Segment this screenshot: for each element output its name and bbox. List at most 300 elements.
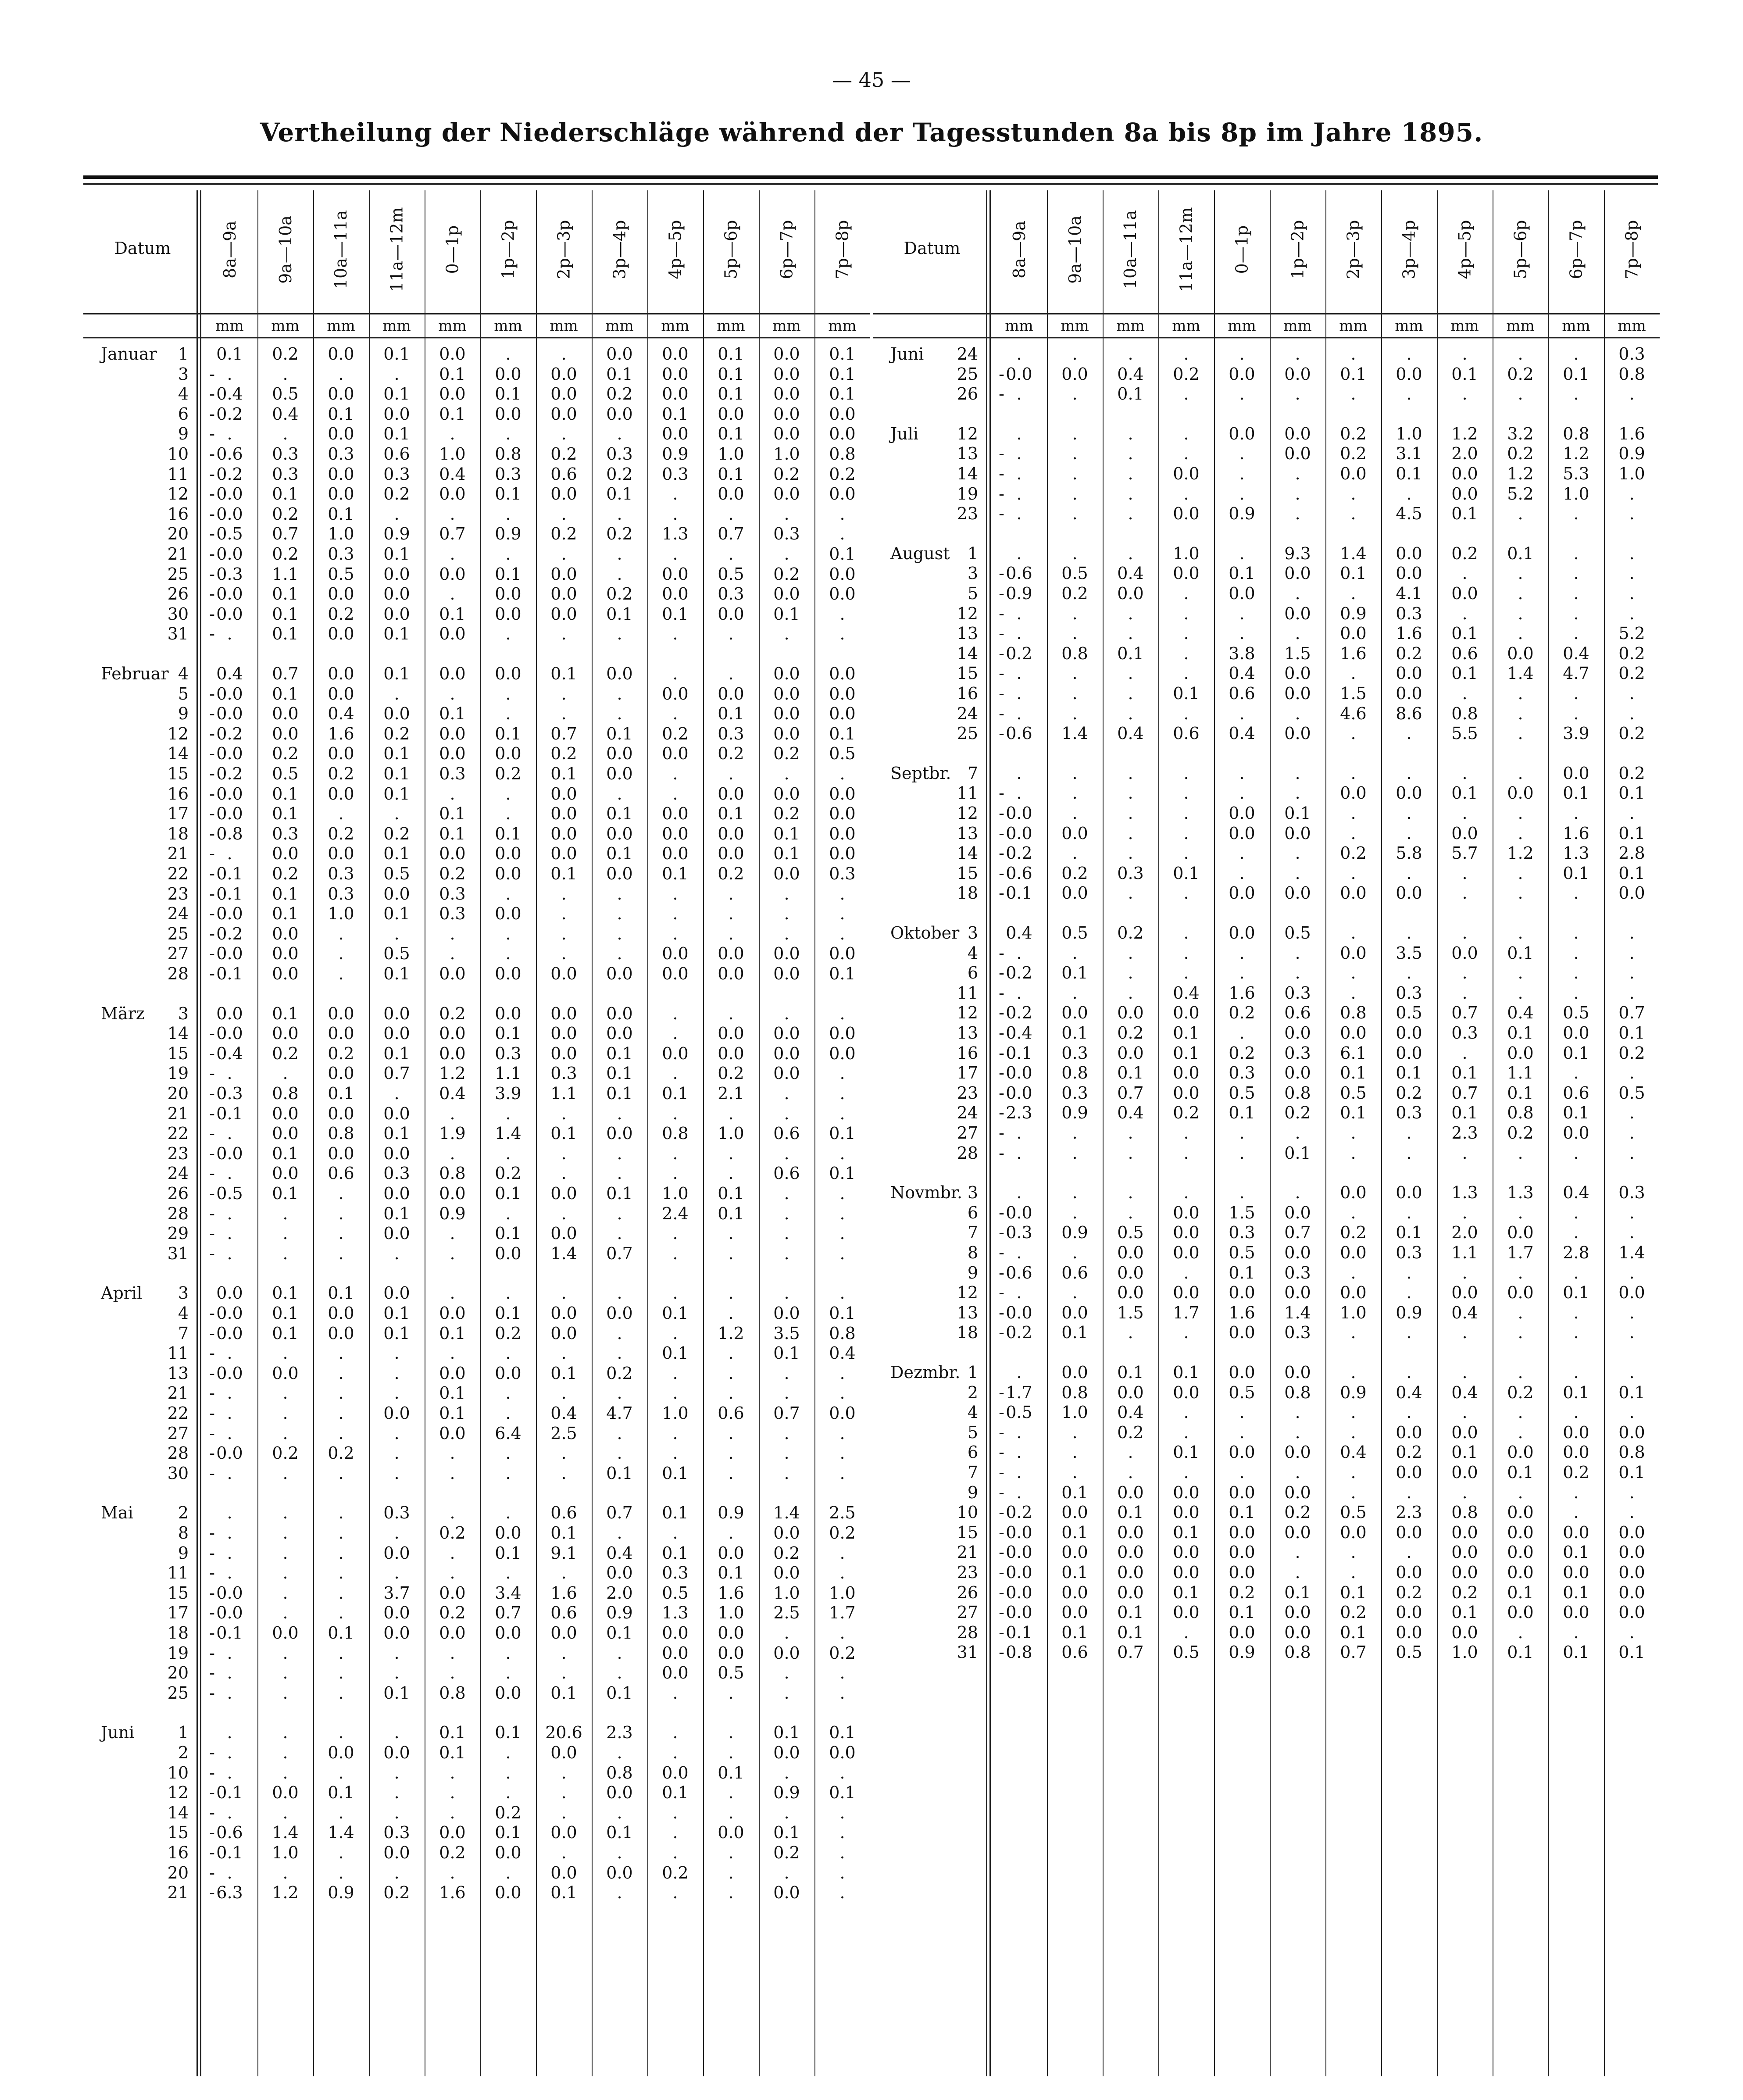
row-value: . bbox=[1295, 1422, 1300, 1442]
table-row bbox=[873, 364, 1660, 384]
row-month: - bbox=[209, 804, 215, 824]
row-value: . bbox=[1295, 384, 1300, 404]
row-value: 0.2 bbox=[1229, 1582, 1255, 1602]
row-value: . bbox=[338, 1463, 344, 1483]
row-value: . bbox=[672, 1024, 678, 1043]
table-row bbox=[873, 1642, 1660, 1662]
row-value: . bbox=[728, 1863, 734, 1882]
row-value: . bbox=[1573, 1263, 1579, 1282]
column-header-label: 7p—8p bbox=[832, 220, 852, 279]
row-value: . bbox=[1573, 1143, 1579, 1163]
row-value: 0.1 bbox=[773, 1343, 800, 1363]
row-value: . bbox=[1128, 504, 1133, 524]
row-value: 0.0 bbox=[383, 1143, 410, 1163]
row-value: . bbox=[338, 804, 344, 824]
row-value: . bbox=[1239, 1023, 1245, 1043]
unit-label: mm bbox=[605, 317, 634, 335]
row-month: - bbox=[209, 1683, 215, 1703]
row-value: . bbox=[450, 1283, 455, 1303]
row-value: 0.3 bbox=[1117, 863, 1144, 883]
row-value: . bbox=[1183, 1622, 1189, 1642]
row-value: 0.1 bbox=[662, 1463, 689, 1483]
row-value: 0.1 bbox=[1396, 464, 1422, 483]
row-value: . bbox=[338, 1643, 344, 1663]
row-value: . bbox=[1573, 604, 1579, 623]
table-row bbox=[83, 1563, 870, 1583]
column-header bbox=[759, 190, 814, 309]
row-value: . bbox=[617, 924, 622, 943]
row-value: 0.8 bbox=[1618, 364, 1645, 384]
row-value: . bbox=[1295, 624, 1300, 643]
row-value: . bbox=[450, 1143, 455, 1163]
row-month: - bbox=[999, 1263, 1004, 1282]
row-value: . bbox=[728, 1004, 734, 1023]
row-value: 0.2 bbox=[216, 764, 243, 783]
row-value: 0.0 bbox=[773, 704, 800, 724]
row-month: Juni bbox=[101, 1723, 135, 1743]
row-value: . bbox=[1295, 1123, 1300, 1143]
row-value: 0.2 bbox=[1006, 643, 1032, 663]
row-value: 0.0 bbox=[1396, 1563, 1422, 1582]
table-row bbox=[83, 1743, 870, 1763]
row-value: . bbox=[617, 904, 622, 924]
row-value: 5.8 bbox=[1396, 843, 1422, 863]
row-day: 13 bbox=[167, 1363, 189, 1383]
unit-row bbox=[83, 313, 870, 339]
row-value: . bbox=[505, 344, 511, 364]
row-value: 0.1 bbox=[550, 864, 577, 883]
row-value: . bbox=[1573, 943, 1579, 963]
column-header bbox=[1548, 190, 1604, 309]
row-value: 0.1 bbox=[1507, 543, 1534, 563]
row-value: 0.0 bbox=[773, 1024, 800, 1043]
row-value: 1.5 bbox=[1340, 684, 1367, 703]
row-value: . bbox=[282, 1683, 288, 1703]
row-value: . bbox=[617, 884, 622, 904]
row-day: 28 bbox=[957, 1622, 978, 1642]
row-value: . bbox=[1629, 1123, 1635, 1143]
row-value: . bbox=[617, 564, 622, 584]
row-value: . bbox=[839, 1883, 845, 1903]
row-value: . bbox=[784, 1863, 789, 1882]
row-value: . bbox=[1016, 444, 1022, 464]
row-value: 0.9 bbox=[1061, 1223, 1088, 1243]
row-value: 0.7 bbox=[1117, 1083, 1144, 1103]
table-row bbox=[83, 1283, 870, 1303]
row-value: 0.0 bbox=[1451, 584, 1478, 603]
row-value: . bbox=[1128, 1443, 1133, 1462]
row-value: 0.1 bbox=[550, 1523, 577, 1543]
row-value: 0.0 bbox=[383, 1283, 410, 1303]
row-value: 0.0 bbox=[1507, 1223, 1534, 1243]
row-value: . bbox=[1573, 684, 1579, 703]
row-value: 3.4 bbox=[495, 1583, 521, 1603]
row-value: . bbox=[839, 1543, 845, 1563]
row-value: 0.3 bbox=[1284, 983, 1311, 1003]
table-row bbox=[83, 1383, 870, 1403]
table-row bbox=[83, 1083, 870, 1104]
table-row bbox=[83, 604, 870, 624]
row-value: 0.1 bbox=[662, 1783, 689, 1803]
row-value: . bbox=[450, 1803, 455, 1822]
row-month: - bbox=[209, 1323, 215, 1343]
row-value: 0.1 bbox=[606, 1064, 633, 1083]
row-value: 0.0 bbox=[216, 744, 243, 764]
row-value: 0.0 bbox=[718, 824, 744, 843]
unit-label: mm bbox=[494, 317, 522, 335]
row-value: . bbox=[1518, 983, 1523, 1003]
row-month: - bbox=[999, 1203, 1004, 1222]
row-value: . bbox=[1629, 1323, 1635, 1343]
row-value: . bbox=[282, 1743, 288, 1762]
row-value: 0.1 bbox=[606, 484, 633, 504]
row-value: 0.0 bbox=[1173, 1603, 1200, 1622]
row-value: 0.2 bbox=[383, 824, 410, 843]
row-value: 0.0 bbox=[495, 1363, 521, 1383]
row-value: 0.0 bbox=[1396, 1622, 1422, 1642]
row-value: 1.0 bbox=[773, 1583, 800, 1603]
row-value: . bbox=[617, 1663, 622, 1683]
table-row bbox=[83, 1023, 870, 1043]
table-row bbox=[873, 1282, 1660, 1303]
row-value: 5.2 bbox=[1507, 484, 1534, 504]
row-day: 15 bbox=[167, 1043, 189, 1063]
row-value: . bbox=[1239, 604, 1245, 623]
row-value: . bbox=[338, 924, 344, 943]
table-row bbox=[873, 583, 1660, 604]
row-month: - bbox=[999, 464, 1004, 483]
row-value: 0.0 bbox=[550, 384, 577, 404]
row-value: 0.0 bbox=[718, 1043, 744, 1063]
row-value: 0.3 bbox=[439, 904, 466, 924]
row-value: . bbox=[1016, 684, 1022, 703]
table-row bbox=[873, 1203, 1660, 1223]
row-value: 0.0 bbox=[1284, 1603, 1311, 1622]
row-value: 0.0 bbox=[216, 1304, 243, 1323]
row-value: 0.2 bbox=[1340, 1223, 1367, 1243]
row-value: 0.0 bbox=[1396, 883, 1422, 903]
row-value: 0.9 bbox=[718, 1503, 744, 1523]
row-value: 0.0 bbox=[1173, 1503, 1200, 1522]
row-value: . bbox=[450, 1343, 455, 1363]
row-value: 0.1 bbox=[495, 564, 521, 584]
unit-label: mm bbox=[772, 317, 801, 335]
row-month: - bbox=[999, 1243, 1004, 1262]
row-value: . bbox=[1518, 1303, 1523, 1322]
table-row bbox=[83, 1043, 870, 1064]
row-value: . bbox=[227, 1523, 232, 1543]
row-value: 0.1 bbox=[662, 404, 689, 424]
unit-label: mm bbox=[1339, 317, 1368, 335]
row-value: 0.2 bbox=[328, 604, 354, 624]
table-row bbox=[83, 1303, 870, 1323]
column-header bbox=[1270, 190, 1325, 309]
row-month: - bbox=[209, 1064, 215, 1083]
row-value: 0.5 bbox=[1284, 923, 1311, 943]
row-value: . bbox=[1518, 1263, 1523, 1282]
row-value: 0.1 bbox=[383, 744, 410, 764]
row-value: 0.1 bbox=[272, 1184, 299, 1203]
row-value: 0.1 bbox=[829, 1783, 856, 1803]
table-row bbox=[873, 344, 1660, 364]
row-month: - bbox=[209, 884, 215, 904]
row-value: 0.0 bbox=[1006, 804, 1032, 823]
row-value: . bbox=[1518, 1422, 1523, 1442]
row-value: 0.6 bbox=[1451, 643, 1478, 663]
row-value: . bbox=[1350, 1123, 1356, 1143]
row-value: 0.0 bbox=[1284, 424, 1311, 443]
row-value: . bbox=[784, 1184, 789, 1203]
row-value: . bbox=[839, 904, 845, 924]
row-month: - bbox=[999, 1463, 1004, 1482]
row-value: 0.1 bbox=[1173, 1023, 1200, 1043]
row-value: 0.0 bbox=[1284, 883, 1311, 903]
table-row bbox=[873, 1103, 1660, 1123]
row-value: . bbox=[1518, 883, 1523, 903]
row-month: - bbox=[999, 1563, 1004, 1582]
row-value: . bbox=[338, 1523, 344, 1543]
row-value: 1.6 bbox=[1229, 1303, 1255, 1322]
row-value: 0.1 bbox=[272, 604, 299, 624]
row-value: 0.0 bbox=[662, 844, 689, 864]
row-value: . bbox=[1406, 724, 1412, 743]
table-row bbox=[83, 1183, 870, 1204]
row-value: 0.1 bbox=[1340, 364, 1367, 384]
row-value: . bbox=[227, 1383, 232, 1403]
table-row bbox=[83, 1443, 870, 1463]
row-value: 0.0 bbox=[550, 1623, 577, 1643]
row-value: 0.1 bbox=[1173, 1582, 1200, 1602]
row-month: - bbox=[999, 1643, 1004, 1662]
row-day: 23 bbox=[957, 1083, 978, 1103]
row-value: . bbox=[338, 1363, 344, 1383]
row-month: - bbox=[209, 1084, 215, 1103]
row-value: 0.0 bbox=[495, 364, 521, 384]
row-value: 0.0 bbox=[383, 564, 410, 584]
row-value: 0.0 bbox=[718, 784, 744, 804]
row-value: 0.0 bbox=[773, 484, 800, 504]
row-value: . bbox=[450, 1783, 455, 1803]
row-value: . bbox=[1573, 1622, 1579, 1642]
row-month: - bbox=[209, 524, 215, 544]
row-value: 0.0 bbox=[829, 824, 856, 843]
row-value: 0.0 bbox=[550, 584, 577, 604]
row-value: 0.2 bbox=[718, 864, 744, 883]
row-month: - bbox=[209, 824, 215, 843]
row-value: . bbox=[450, 1463, 455, 1483]
row-value: . bbox=[394, 684, 400, 704]
row-value: 0.1 bbox=[216, 1104, 243, 1123]
row-value: 1.6 bbox=[550, 1583, 577, 1603]
row-value: . bbox=[561, 1763, 567, 1782]
row-value: 3.5 bbox=[1396, 943, 1422, 963]
unit-label: mm bbox=[1061, 317, 1089, 335]
row-value: 0.0 bbox=[1563, 1023, 1589, 1043]
row-value: . bbox=[1629, 1263, 1635, 1282]
row-value: 0.4 bbox=[606, 1543, 633, 1563]
row-value: 0.0 bbox=[328, 584, 354, 604]
row-value: 0.0 bbox=[1061, 1503, 1088, 1522]
row-value: . bbox=[617, 1224, 622, 1243]
row-month: - bbox=[209, 1443, 215, 1463]
row-value: 1.0 bbox=[1563, 484, 1589, 504]
row-value: 0.1 bbox=[1006, 883, 1032, 903]
row-value: 0.0 bbox=[1061, 1363, 1088, 1382]
row-month: - bbox=[999, 804, 1004, 823]
row-day: 6 bbox=[178, 404, 189, 424]
row-value: 0.3 bbox=[1396, 604, 1422, 623]
row-month: - bbox=[999, 1403, 1004, 1422]
row-value: 0.0 bbox=[1340, 624, 1367, 643]
row-value: 0.0 bbox=[1340, 1023, 1367, 1043]
row-value: . bbox=[1295, 484, 1300, 504]
row-value: 0.0 bbox=[1173, 1382, 1200, 1402]
row-month: - bbox=[209, 1623, 215, 1643]
table-row bbox=[873, 1362, 1660, 1382]
row-value: . bbox=[1573, 504, 1579, 524]
row-value: 2.3 bbox=[1451, 1123, 1478, 1143]
row-value: . bbox=[1239, 484, 1245, 504]
row-value: . bbox=[1629, 923, 1635, 943]
row-month: - bbox=[999, 724, 1004, 743]
row-month: - bbox=[209, 1583, 215, 1603]
row-value: . bbox=[282, 1523, 288, 1543]
row-value: 1.0 bbox=[328, 904, 354, 924]
row-value: . bbox=[1406, 863, 1412, 883]
row-value: . bbox=[450, 1104, 455, 1123]
row-value: . bbox=[1629, 1363, 1635, 1382]
unit-label: mm bbox=[327, 317, 355, 335]
row-value: . bbox=[1462, 1403, 1468, 1422]
table-row bbox=[873, 1502, 1660, 1522]
row-value: 0.8 bbox=[1284, 1083, 1311, 1103]
row-value: 0.7 bbox=[550, 724, 577, 743]
row-value: 2.3 bbox=[606, 1723, 633, 1743]
row-value: 0.3 bbox=[383, 464, 410, 484]
row-value: 0.5 bbox=[718, 564, 744, 584]
row-value: 0.0 bbox=[439, 1024, 466, 1043]
row-month: - bbox=[999, 704, 1004, 723]
row-month: - bbox=[209, 1343, 215, 1363]
row-value: 0.1 bbox=[1117, 1503, 1144, 1522]
row-value: . bbox=[1518, 1363, 1523, 1382]
row-value: 0.0 bbox=[1396, 1422, 1422, 1442]
row-value: 0.1 bbox=[1451, 1443, 1478, 1462]
column-header-label: 3p—4p bbox=[610, 220, 629, 279]
row-value: . bbox=[1183, 484, 1189, 504]
row-value: 0.1 bbox=[606, 724, 633, 743]
column-header-label: 6p—7p bbox=[1566, 220, 1586, 279]
row-value: 0.0 bbox=[216, 1004, 243, 1023]
row-day: 5 bbox=[967, 584, 978, 603]
row-value: 0.0 bbox=[829, 684, 856, 704]
table-row bbox=[83, 524, 870, 544]
row-value: 1.6 bbox=[1563, 823, 1589, 843]
row-value: 0.1 bbox=[1618, 1463, 1645, 1482]
row-value: 1.2 bbox=[718, 1323, 744, 1343]
row-value: 0.5 bbox=[1340, 1503, 1367, 1522]
row-value: 0.7 bbox=[773, 1404, 800, 1423]
row-value: . bbox=[1239, 704, 1245, 723]
row-day: 31 bbox=[167, 624, 189, 644]
row-value: . bbox=[1128, 704, 1133, 723]
row-month: - bbox=[209, 1204, 215, 1223]
row-value: . bbox=[1350, 724, 1356, 743]
row-value: 0.1 bbox=[439, 1404, 466, 1423]
row-value: 0.1 bbox=[328, 404, 354, 424]
row-value: 0.0 bbox=[1229, 1622, 1255, 1642]
unit-label: mm bbox=[1283, 317, 1312, 335]
row-value: 0.3 bbox=[1229, 1223, 1255, 1243]
row-value: . bbox=[839, 524, 845, 544]
row-value: . bbox=[1573, 564, 1579, 583]
row-value: 0.0 bbox=[1396, 1463, 1422, 1482]
row-value: . bbox=[394, 1863, 400, 1882]
row-value: . bbox=[1629, 584, 1635, 603]
row-value: 0.1 bbox=[550, 1124, 577, 1143]
row-value: 0.0 bbox=[383, 1404, 410, 1423]
row-value: 0.0 bbox=[1507, 1563, 1534, 1582]
row-value: 0.0 bbox=[1618, 883, 1645, 903]
row-value: 0.9 bbox=[1006, 584, 1032, 603]
row-value: 0.0 bbox=[829, 424, 856, 444]
row-month: - bbox=[999, 1143, 1004, 1163]
row-value: 0.0 bbox=[1006, 1063, 1032, 1083]
table-row bbox=[873, 1482, 1660, 1503]
row-value: . bbox=[1183, 1463, 1189, 1482]
row-day: 28 bbox=[167, 1443, 189, 1463]
row-value: . bbox=[227, 1803, 232, 1822]
row-value: . bbox=[561, 1204, 567, 1223]
row-value: . bbox=[505, 1743, 511, 1762]
column-header-label: 0—1p bbox=[1232, 225, 1252, 274]
row-value: . bbox=[1239, 444, 1245, 464]
row-value: 0.1 bbox=[1451, 1103, 1478, 1123]
row-value: 0.1 bbox=[439, 1383, 466, 1403]
row-value: 0.0 bbox=[495, 604, 521, 624]
row-value: 0.0 bbox=[550, 364, 577, 384]
row-value: 0.1 bbox=[1507, 1582, 1534, 1602]
row-month: Mai bbox=[101, 1503, 133, 1523]
row-value: 0.1 bbox=[216, 964, 243, 983]
row-month: - bbox=[999, 1382, 1004, 1402]
row-day: 19 bbox=[167, 1643, 189, 1663]
row-value: 1.3 bbox=[662, 1603, 689, 1623]
row-value: . bbox=[1518, 1622, 1523, 1642]
row-value: 0.3 bbox=[1284, 1043, 1311, 1063]
row-month: - bbox=[209, 1543, 215, 1563]
row-value: 1.1 bbox=[1507, 1063, 1534, 1083]
row-value: 0.1 bbox=[495, 484, 521, 504]
table-row bbox=[873, 424, 1660, 444]
row-value: 0.2 bbox=[439, 1603, 466, 1623]
row-value: . bbox=[338, 1583, 344, 1603]
row-value: 0.1 bbox=[718, 364, 744, 384]
row-value: 0.0 bbox=[1006, 1563, 1032, 1582]
row-value: 0.3 bbox=[1618, 1183, 1645, 1203]
row-value: 0.0 bbox=[1340, 783, 1367, 803]
table-row bbox=[83, 724, 870, 744]
row-value: 0.2 bbox=[1061, 584, 1088, 603]
row-value: 0.0 bbox=[1284, 1622, 1311, 1642]
row-value: 0.1 bbox=[383, 1683, 410, 1703]
row-value: . bbox=[227, 1563, 232, 1583]
column-header-label: 6p—7p bbox=[777, 220, 796, 279]
row-value: 0.0 bbox=[1284, 604, 1311, 623]
row-value: 0.0 bbox=[606, 864, 633, 883]
row-value: . bbox=[1183, 963, 1189, 983]
row-day: 9 bbox=[967, 1263, 978, 1282]
